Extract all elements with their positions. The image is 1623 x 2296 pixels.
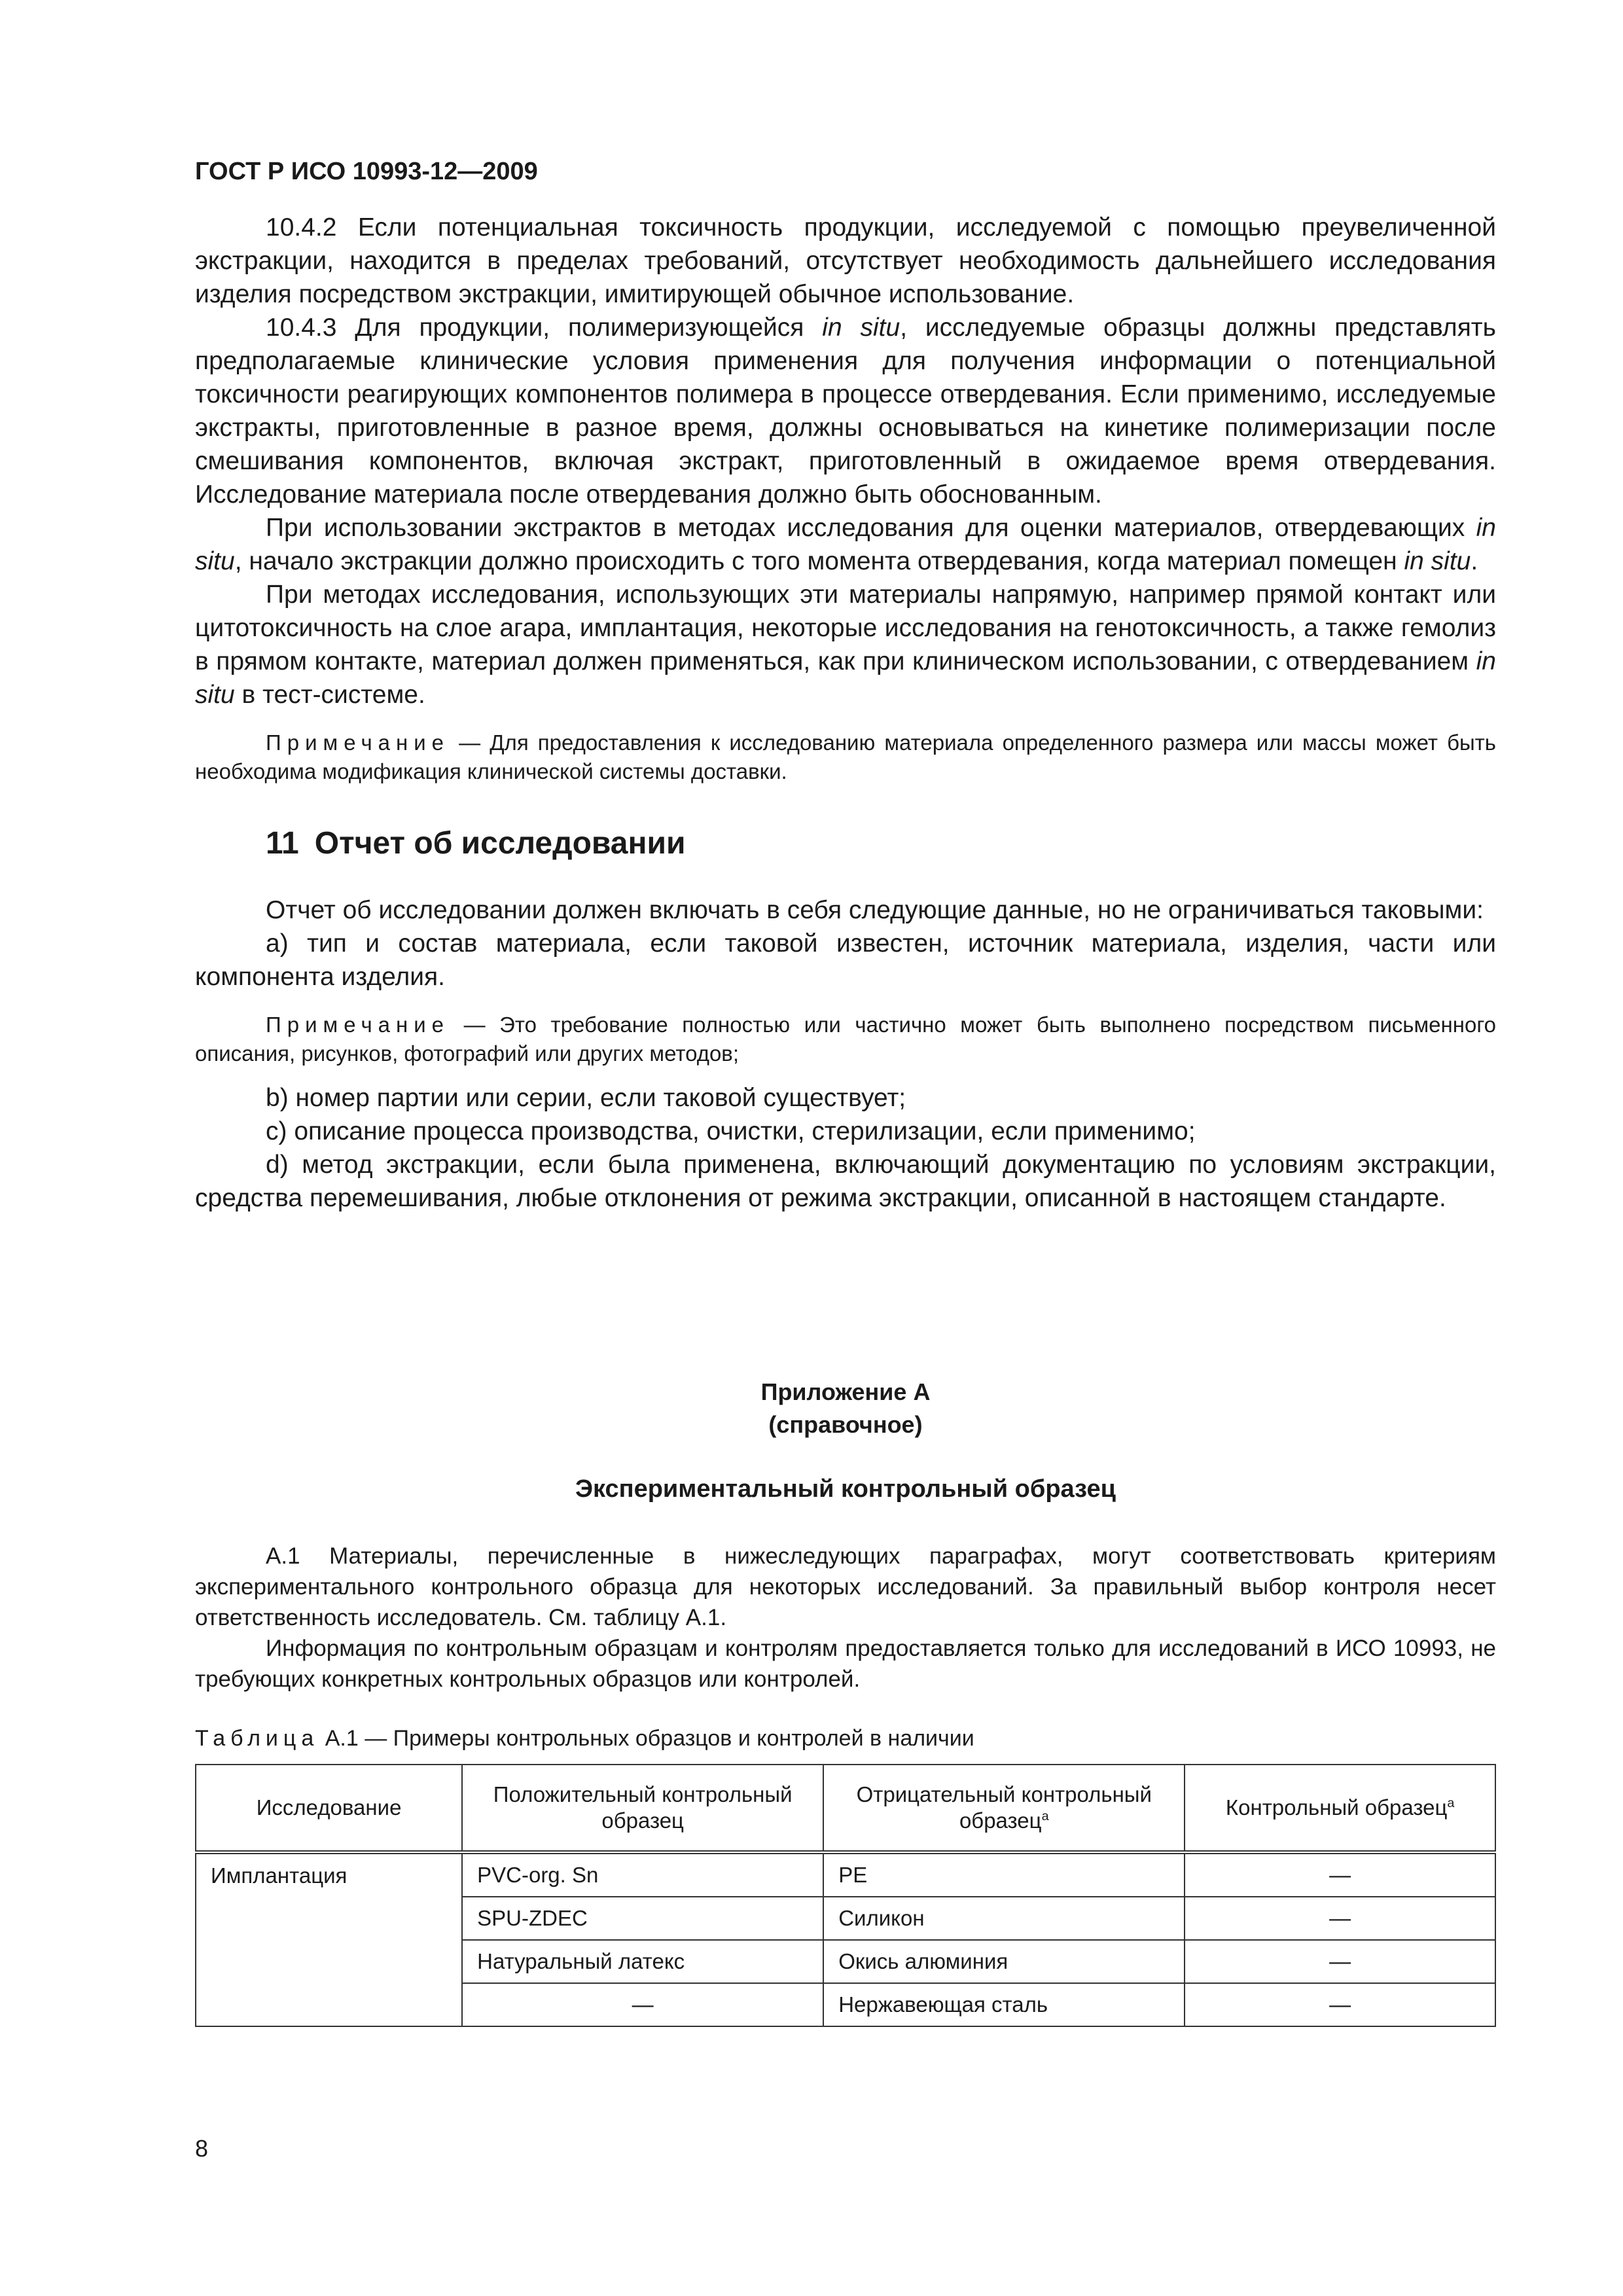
appendix-heading: Экспериментальный контрольный образец [575,1475,1116,1503]
table-caption: Таблица А.1 — Примеры контрольных образцов и контролей в наличии [195,1726,974,1751]
header-negative: Отрицательный контрольный образец$^a$ [823,1765,1185,1852]
appendix-info: Информация по контрольным образцам и контролям предоставляется только для исследований в ИСО 10993, не требующих конкретных контрольных образцов или контролей. [195,1636,1496,1692]
appendix-subtitle: (справочное) [768,1411,923,1438]
page-number: 8 [195,2135,209,2162]
note-label: Примечание [266,730,450,755]
cell-control: — [1185,1983,1495,2026]
document-page [195,156,1496,2027]
cell-control: — [1185,1897,1495,1940]
note-description: Примечание — Это требование полностью или частично может быть выполнено посредством письменного описания, рисунков, фотографий или других методов; [195,1013,1496,1066]
cell-control: — [1185,1852,1495,1897]
paragraph-extracts: При использовании экстрактов в методах исследования для оценки материалов, отвердевающих in situ, начало экстракции должно происходить с того момента отвердевания, когда материал помещен in situ. [195,514,1496,575]
appendix-a1: А.1 Материалы, перечисленные в нижеследующих параграфах, могут соответствовать критериям экспериментального контрольного образца для некоторых исследований. За правильный выбор контроля несет ответственность исследователь. См. таблицу А.1. [195,1543,1496,1630]
note-label: Примечание [266,1013,450,1037]
cell-negative: Нержавеющая сталь [823,1983,1185,2026]
table-header-row [196,1765,1495,1852]
header-study: Исследование [196,1765,462,1852]
appendix-title: Приложение А [760,1378,931,1405]
cell-positive: Натуральный латекс [462,1940,823,1983]
paragraph-direct-methods: При методах исследования, использующих эти материалы напрямую, например прямой контакт или цитотоксичность на слое агара, имплантация, некоторые исследования на генотоксичность, а также гемолиз в прямом контакте, материал должен применяться, как при клиническом использовании, с отвердеванием in situ в тест-системе. [195,581,1496,709]
list-item-c: c) описание процесса производства, очистки, стерилизации, если применимо; [266,1117,1196,1145]
list-item-d: d) метод экстракции, если была применена, включающий документацию по условиям экстракции, средства перемешивания, любые отклонения от режима экстракции, описанной в настоящем стандарте. [195,1151,1496,1212]
cell-control: — [1185,1940,1495,1983]
section-11-heading: 11 Отчет об исследовании [266,826,686,861]
cell-negative: Окись алюминия [823,1940,1185,1983]
cell-negative: PE [823,1852,1185,1897]
report-intro: Отчет об исследовании должен включать в себя следующие данные, но не ограничиваться таковыми: [266,896,1484,924]
document-header: ГОСТ Р ИСО 10993-12—2009 [195,158,538,185]
cell-study: Имплантация [196,1852,462,2026]
cell-negative: Силикон [823,1897,1185,1940]
clause-10-4-2: 10.4.2 Если потенциальная токсичность продукции, исследуемой с помощью преувеличенной экстракции, находится в пределах требований, отсутствует необходимость дальнейшего исследования изделия посредством экстракции, имитирующей обычное использование. [195,213,1496,308]
controls-table [195,1764,1496,2027]
list-item-a: a) тип и состав материала, если таковой известен, источник материала, изделия, части или компонента изделия. [195,929,1496,991]
clause-10-4-3: 10.4.3 Для продукции, полимеризующейся in situ, исследуемые образцы должны представлять предполагаемые клинические условия применения для получения информации о потенциальной токсичности реагирующих компонентов полимера в процессе отвердевания. Если применимо, исследуемые экстракты, приготовленные в разное время, должны основываться на кинетике полимеризации после смешивания компонентов, включая экстракт, приготовленный в ожидаемое время отвердевания. Исследование материала после отвердевания должно быть обоснованным. [195,314,1496,509]
table-row [196,1852,1495,1897]
note-delivery-system: Примечание — Для предоставления к исследованию материала определенного размера или массы может быть необходима модификация клинической системы доставки. [195,730,1496,783]
cell-positive: — [462,1983,823,2026]
cell-positive: SPU-ZDEC [462,1897,823,1940]
header-control: Контрольный образец$^a$ [1185,1765,1495,1852]
header-positive: Положительный контрольный образец [462,1765,823,1852]
cell-positive: PVC-org. Sn [462,1852,823,1897]
list-item-b: b) номер партии или серии, если таковой существует; [266,1084,906,1112]
